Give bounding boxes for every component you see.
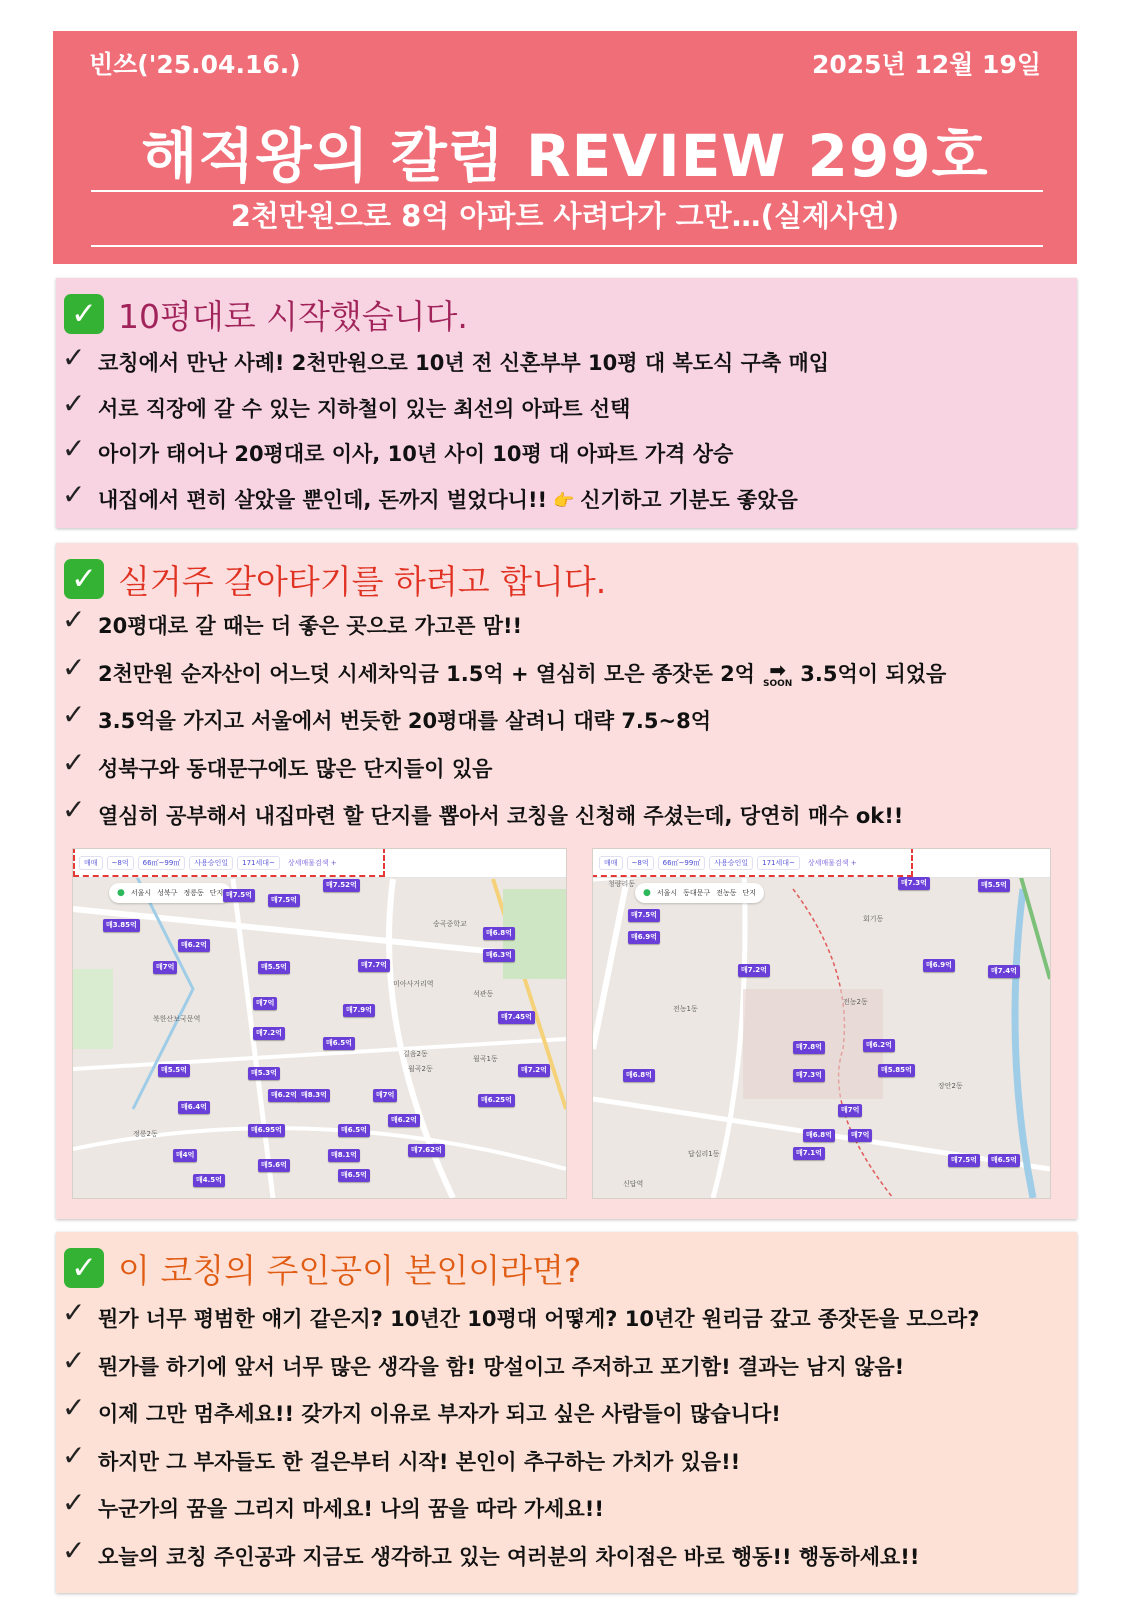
list-item-text: 서로 직장에 갈 수 있는 지하철이 있는 최선의 아파트 선택 (98, 396, 631, 421)
filter-chip-approval[interactable]: 사용승인일 (709, 856, 753, 870)
check-mark-icon: ✓ (62, 435, 86, 465)
filter-chip-price[interactable]: ~8억 (627, 856, 654, 870)
price-marker[interactable]: 매8.1억 (328, 1149, 360, 1162)
price-marker[interactable]: 매7.3억 (898, 877, 930, 890)
check-mark-icon: ✓ (62, 1346, 86, 1377)
price-marker[interactable]: 매7.5억 (948, 1154, 980, 1167)
price-marker[interactable]: 매6.2억 (268, 1089, 300, 1102)
check-mark-icon: ✓ (62, 1299, 86, 1329)
filter-chip-price[interactable]: ~8억 (107, 856, 134, 870)
price-marker[interactable]: 매6.2억 (178, 939, 210, 952)
list-item (62, 701, 1071, 749)
map-place-label: 미아사거리역 (393, 980, 434, 988)
filter-highlight-box (592, 848, 913, 877)
price-marker[interactable]: 매7.3억 (793, 1069, 825, 1082)
map-place-label: 청량리동 (608, 880, 636, 888)
section-heading (64, 290, 468, 338)
list-item (62, 1299, 1071, 1347)
price-marker[interactable]: 매7억 (848, 1129, 872, 1142)
list-item-text: 이제 그만 멈추세요!! 갖가지 이유로 부자가 되고 싶은 사람들이 많습니다! (98, 1402, 781, 1426)
list-item (62, 344, 1071, 390)
check-mark-icon: ✓ (62, 1394, 86, 1424)
check-mark-icon: ✓ (62, 480, 86, 511)
check-mark-button-icon: ✓ (64, 294, 104, 334)
check-mark-button-icon: ✓ (64, 1248, 104, 1288)
price-marker[interactable]: 매6.8억 (803, 1129, 835, 1142)
check-mark-icon: ✓ (62, 389, 86, 420)
list-item-text: 누군가의 꿈을 그리지 마세요! 나의 꿈을 따라 가세요!! (98, 1497, 604, 1521)
filter-chip-area[interactable]: 66㎡~99㎡ (658, 856, 706, 870)
list-item (62, 1537, 1071, 1585)
check-mark-icon: ✓ (62, 1441, 86, 1472)
section-title: 실거주 갈아타기를 하려고 합니다. (118, 561, 607, 601)
pointing-right-icon: 👉 (553, 490, 575, 511)
list-item-text: 신기하고 기분도 좋았음 (580, 487, 798, 512)
price-marker[interactable]: 매7.7억 (358, 959, 390, 972)
price-marker[interactable]: 매6.95억 (248, 1124, 285, 1137)
map-place-label: 전농1동 (673, 1005, 698, 1013)
list-item (62, 749, 1071, 797)
map-dongdaemun[interactable] (592, 848, 1051, 1199)
price-marker[interactable]: 매8.3억 (298, 1089, 330, 1102)
page-title: 해적왕의 칼럼 REVIEW 299호 (141, 122, 989, 190)
price-marker[interactable]: 매7.9억 (343, 1004, 375, 1017)
price-marker[interactable]: 매6.25억 (478, 1094, 515, 1107)
price-marker[interactable]: 매6.2억 (388, 1114, 420, 1127)
filter-chip-area[interactable]: 66㎡~99㎡ (138, 856, 186, 870)
price-marker[interactable]: 매7.45억 (498, 1011, 535, 1024)
price-marker[interactable]: 매5.85억 (878, 1064, 915, 1077)
price-marker[interactable]: 매7억 (253, 997, 277, 1010)
area-selector[interactable] (109, 883, 231, 903)
location-pin-icon: ● (643, 888, 651, 898)
price-marker[interactable]: 매6.2억 (863, 1039, 895, 1052)
page-subtitle: 2천만원으로 8억 아파트 사려다가 그만…(실제사연) (230, 199, 900, 233)
filter-chip-approval[interactable]: 사용승인일 (189, 856, 233, 870)
check-mark-icon: ✓ (62, 1489, 86, 1519)
price-marker[interactable]: 매6.8억 (623, 1069, 655, 1082)
price-marker[interactable]: 매7억 (838, 1104, 862, 1117)
price-marker[interactable]: 매5.6억 (258, 1159, 290, 1172)
list-item-text: 내집에서 편히 살았을 뿐인데, 돈까지 벌었다니!! (98, 487, 548, 512)
title-divider-top (91, 190, 1043, 192)
area-selector[interactable] (635, 883, 764, 903)
price-marker[interactable]: 매7.5억 (628, 909, 660, 922)
list-item-text: 3.5억을 가지고 서울에서 번듯한 20평대를 살려니 대략 7.5~8억 (98, 709, 712, 733)
section-heading (64, 1244, 581, 1292)
list-item (62, 390, 1071, 436)
list-item (62, 796, 1071, 844)
price-marker[interactable]: 매7.2억 (518, 1064, 550, 1077)
price-marker[interactable]: 매7억 (153, 961, 177, 974)
map-place-label: 장안2동 (938, 1082, 963, 1090)
list-item (62, 435, 1071, 481)
list-item-text: 뭔가를 하기에 앞서 너무 많은 생각을 함! 망설이고 주저하고 포기함! 결과는 남지 않음! (98, 1354, 905, 1379)
price-marker[interactable]: 매6.5억 (338, 1124, 370, 1137)
price-marker[interactable]: 매4.5억 (193, 1174, 225, 1187)
list-item-text: 3.5억이 되었음 (800, 661, 947, 686)
title-divider-bottom (91, 245, 1043, 247)
price-marker[interactable]: 매7.4억 (988, 965, 1020, 978)
price-marker[interactable]: 매7.2억 (738, 964, 770, 977)
area-complex[interactable]: 단지 (742, 889, 757, 897)
list-item-text: 2천만원 순자산이 어느덧 시세차익금 1.5억 + 열심히 모은 종잣돈 2억 (98, 661, 755, 686)
price-marker[interactable]: 매7.5억 (268, 894, 300, 907)
header-banner (53, 31, 1077, 264)
price-marker[interactable]: 매6.3억 (483, 949, 515, 962)
filter-chip-trade[interactable]: 매매 (79, 856, 103, 870)
price-marker[interactable]: 매6.9억 (628, 931, 660, 944)
price-marker[interactable]: 매5.5억 (258, 961, 290, 974)
area-complex[interactable]: 단지 (209, 889, 224, 897)
price-marker[interactable]: 매5.3억 (248, 1067, 280, 1080)
price-marker[interactable]: 매6.5억 (338, 1169, 370, 1182)
area-dong[interactable]: 정릉동 (183, 889, 204, 897)
check-mark-icon: ✓ (62, 748, 86, 779)
price-marker[interactable]: 매6.5억 (988, 1154, 1020, 1167)
map-place-label: 숭곡중학교 (433, 920, 467, 928)
price-marker[interactable]: 매5.5억 (978, 879, 1010, 892)
soon-label: SOON (762, 679, 793, 689)
filter-chip-households[interactable]: 171세대~ (757, 856, 800, 870)
soon-arrow-icon: ➡ SOON (762, 658, 793, 689)
map-place-label: 정릉2동 (133, 1130, 158, 1138)
list-item-text: 코칭에서 만난 사례! 2천만원으로 10년 전 신혼부부 10평 대 복도식 구축 매입 (98, 351, 830, 375)
list-item (62, 606, 1071, 654)
section-heading (64, 555, 606, 603)
list-item-text: 성북구와 동대문구에도 많은 단지들이 있음 (98, 756, 493, 781)
check-mark-icon: ✓ (62, 1536, 86, 1567)
list-item-text: 20평대로 갈 때는 더 좋은 곳으로 가고픈 맘!! (98, 614, 523, 638)
bullet-list (62, 606, 1071, 844)
area-district[interactable]: 동대문구 (683, 889, 711, 897)
map-place-label: 길음2동 (403, 1050, 428, 1058)
list-item (62, 1347, 1071, 1395)
price-marker[interactable]: 매6.8억 (483, 927, 515, 940)
price-marker[interactable]: 매7.8억 (793, 1041, 825, 1054)
check-mark-icon: ✓ (62, 606, 86, 636)
price-marker[interactable]: 매6.5억 (323, 1037, 355, 1050)
price-marker[interactable]: 매7억 (373, 1089, 397, 1102)
map-place-label: 신답역 (623, 1180, 644, 1188)
list-item (62, 1394, 1071, 1442)
price-marker[interactable]: 매4억 (173, 1149, 197, 1162)
map-place-label: 회기동 (863, 915, 884, 923)
date-label: 2025년 12월 19일 (811, 50, 1041, 79)
check-mark-icon: ✓ (62, 701, 86, 731)
list-item (62, 481, 1071, 527)
filter-chip-trade[interactable]: 매매 (599, 856, 623, 870)
list-item-text: 열심히 공부해서 내집마련 할 단지를 뽑아서 코칭을 신청해 주셨는데, 당연히 매수 ok!! (98, 804, 904, 828)
list-item-text: 하지만 그 부자들도 한 걸은부터 시작! 본인이 추구하는 가치가 있음!! (98, 1449, 741, 1474)
area-district[interactable]: 성북구 (157, 889, 178, 897)
area-dong[interactable]: 전농동 (716, 889, 737, 897)
check-mark-icon: ✓ (62, 653, 86, 684)
detail-search-button[interactable]: 상세매물검색 + (284, 857, 341, 869)
location-pin-icon: ● (117, 888, 125, 898)
list-item (62, 654, 1071, 702)
map-place-label: 석관동 (473, 990, 494, 998)
map-place-label: 전농2동 (843, 998, 868, 1006)
check-mark-button-icon: ✓ (64, 559, 104, 599)
price-marker[interactable]: 매6.4억 (178, 1101, 210, 1114)
map-seongbuk[interactable] (72, 848, 567, 1199)
area-city[interactable]: 서울시 (656, 889, 678, 897)
check-mark-icon: ✓ (62, 344, 86, 374)
map-place-label: 월곡2동 (408, 1065, 433, 1073)
area-city[interactable]: 서울시 (130, 889, 152, 897)
list-item-text: 뭔가 너무 평범한 얘기 같은지? 10년간 10평대 어떻게? 10년간 원리금 갚고 종잣돈을 모으라? (98, 1307, 980, 1331)
section-reflection (56, 1232, 1077, 1593)
list-item-text: 오늘의 코칭 주인공과 지금도 생각하고 있는 여러분의 차이점은 바로 행동!! 행동하세요!! (98, 1544, 920, 1569)
list-item (62, 1442, 1071, 1490)
price-marker[interactable]: 매3.85억 (103, 919, 140, 932)
price-marker[interactable]: 매5.5억 (158, 1064, 190, 1077)
map-place-label: 월곡1동 (473, 1055, 498, 1063)
list-item-text: 아이가 태어나 20평대로 이사, 10년 사이 10평 대 아파트 가격 상승 (98, 442, 734, 466)
filter-chip-households[interactable]: 171세대~ (237, 856, 280, 870)
bullet-list (62, 344, 1071, 526)
check-mark-icon: ✓ (62, 796, 86, 826)
price-marker[interactable]: 매7.1억 (793, 1147, 825, 1160)
map-place-label: 북한산보국문역 (153, 1015, 201, 1023)
price-marker[interactable]: 매7.2억 (253, 1027, 285, 1040)
filter-highlight-box (73, 848, 385, 877)
price-marker[interactable]: 매6.9억 (923, 959, 955, 972)
section-start (56, 278, 1077, 528)
detail-search-button[interactable]: 상세매물검색 + (804, 857, 861, 869)
section-title: 이 코칭의 주인공이 본인이라면? (118, 1250, 582, 1290)
price-marker[interactable]: 매7.52억 (323, 879, 360, 892)
map-place-label: 답십리1동 (688, 1150, 720, 1158)
price-marker[interactable]: 매7.5억 (223, 889, 255, 902)
section-title: 10평대로 시작했습니다. (118, 296, 468, 336)
source-label: 빈쓰('25.04.16.) (89, 50, 301, 79)
list-item (62, 1489, 1071, 1537)
price-marker[interactable]: 매7.62억 (408, 1144, 445, 1157)
bullet-list (62, 1299, 1071, 1584)
